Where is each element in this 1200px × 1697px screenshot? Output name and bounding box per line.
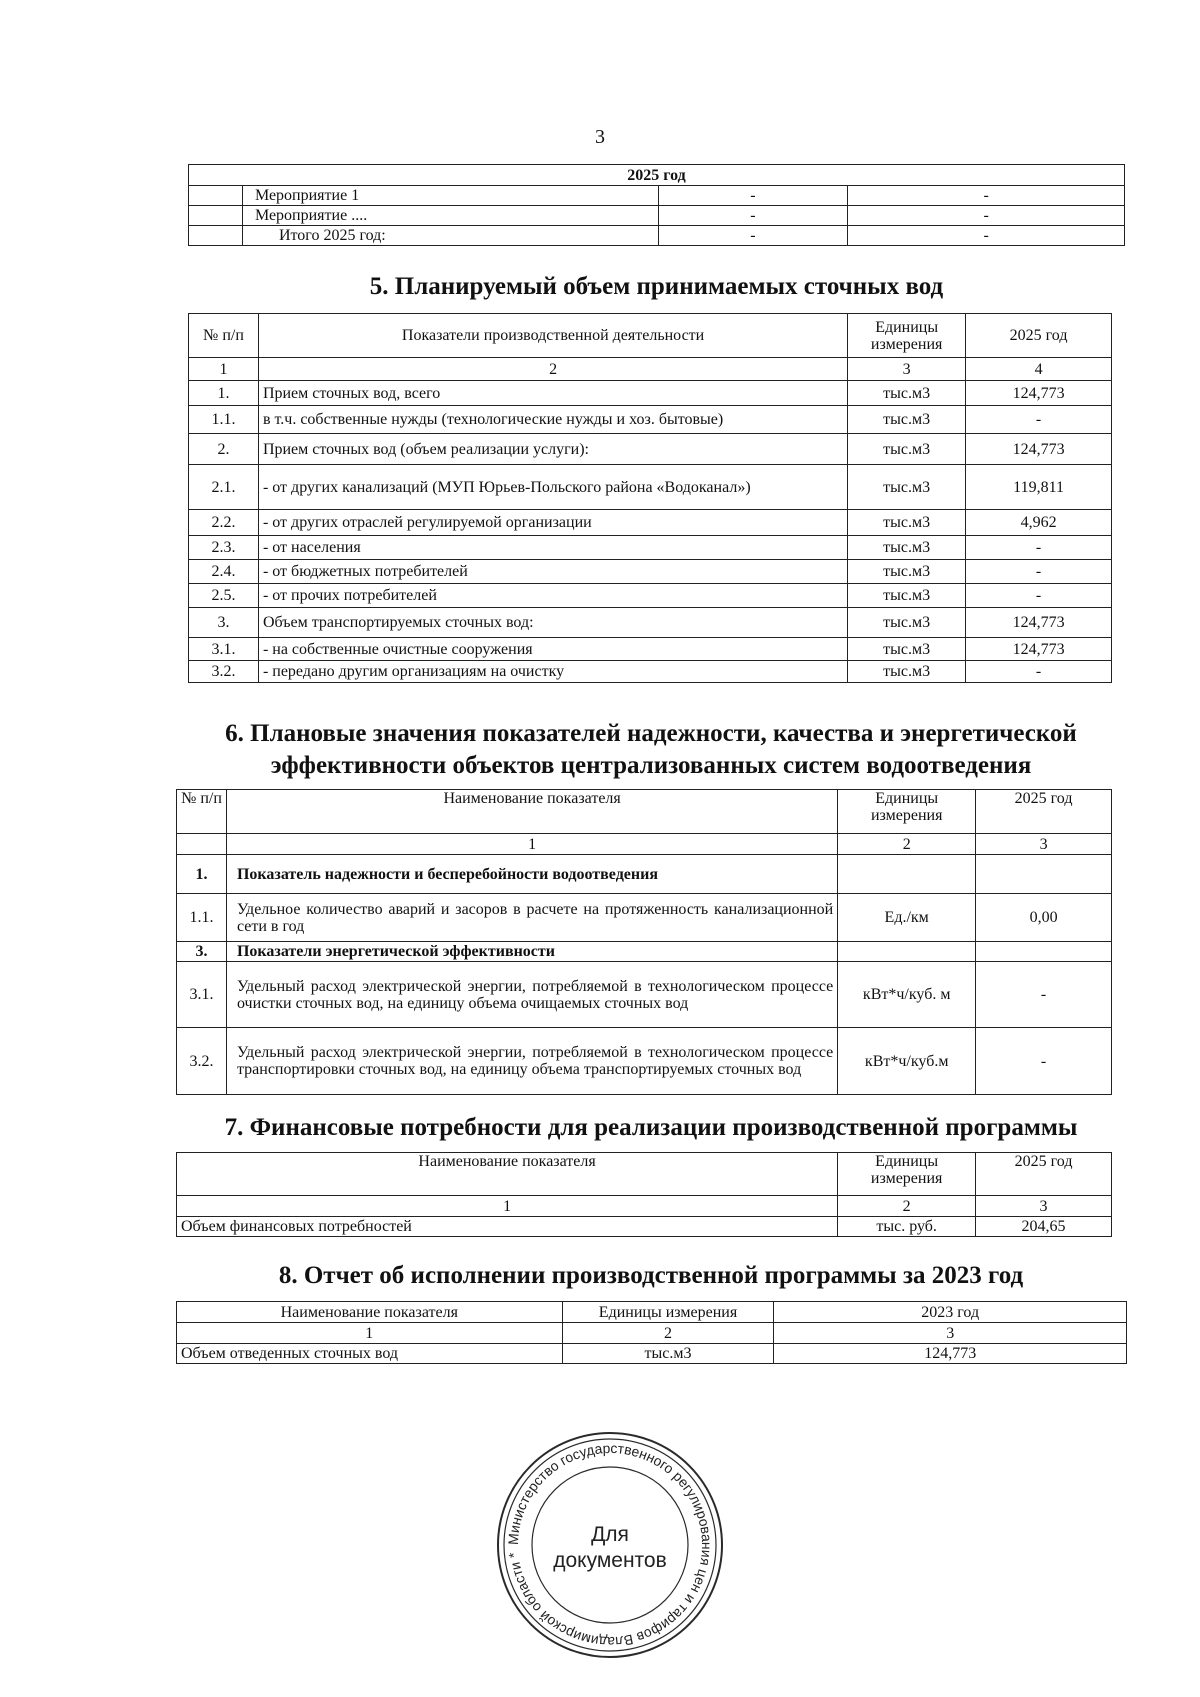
row-unit: [838, 855, 976, 894]
row-num: 1.: [189, 381, 259, 406]
header-unit: Единицы измерения: [838, 1153, 976, 1196]
row-name: Прием сточных вод (объем реализации услуги):: [258, 434, 847, 465]
row-name: Объем транспортируемых сточных вод:: [258, 608, 847, 638]
official-stamp: [494, 1429, 726, 1661]
table-row: [189, 206, 1125, 226]
section7-table: [176, 1152, 1112, 1237]
row-num: 3.2.: [189, 661, 259, 683]
col-number: 3: [774, 1323, 1127, 1344]
section7-title: 7. Финансовые потребности для реализации производственной программы: [224, 1114, 1078, 1141]
table-row: [189, 584, 1112, 608]
top-table-year-header: 2025 год: [189, 165, 1125, 186]
row-num: 1.: [177, 855, 227, 894]
header-unit: Единицы измерения: [838, 790, 976, 834]
header-indicator: Показатели производственной деятельности: [258, 314, 847, 358]
cell-value: -: [848, 226, 1125, 246]
row-value: -: [966, 584, 1112, 608]
row-name: Итого 2025 год:: [242, 226, 658, 246]
row-unit: кВт*ч/куб. м: [838, 962, 976, 1028]
row-unit: Ед./км: [838, 894, 976, 942]
row-name: Объем финансовых потребностей: [177, 1217, 838, 1237]
col-number: 3: [848, 358, 966, 381]
row-value: -: [966, 560, 1112, 584]
table-row: [177, 1217, 1112, 1237]
col-number: 1: [226, 834, 837, 855]
row-value: -: [966, 661, 1112, 683]
row-name: Показатели энергетической эффективности: [226, 942, 837, 962]
row-name: - от бюджетных потребителей: [258, 560, 847, 584]
row-num: 1.1.: [177, 894, 227, 942]
table-row: [189, 536, 1112, 560]
section5-table: [188, 313, 1112, 683]
section8-title: 8. Отчет об исполнении производственной программы за 2023 год: [278, 1262, 1024, 1289]
stamp-center-line2: документов: [553, 1549, 667, 1572]
table-row: [177, 1028, 1112, 1095]
row-unit: кВт*ч/куб.м: [838, 1028, 976, 1095]
row-value: -: [976, 1028, 1112, 1095]
section8-table: [176, 1301, 1127, 1364]
row-num: 3.2.: [177, 1028, 227, 1095]
header-indicator: Наименование показателя: [177, 1153, 838, 1196]
row-num: 2.: [189, 434, 259, 465]
section5-title: 5. Планируемый объем принимаемых сточных вод: [369, 273, 944, 300]
cell-value: -: [658, 206, 848, 226]
header-year: 2025 год: [976, 790, 1112, 834]
row-name: Удельное количество аварий и засоров в расчете на протяженность канализационной сети в год: [226, 894, 837, 942]
table-row: [177, 942, 1112, 962]
section6-title-line1: 6. Плановые значения показателей надежности, качества и энергетической: [225, 720, 1077, 747]
row-name: - передано другим организациям на очистку: [258, 661, 847, 683]
col-number: 3: [976, 1196, 1112, 1217]
row-unit: тыс.м3: [848, 584, 966, 608]
header-year: 2025 год: [966, 314, 1112, 358]
col-number: 2: [562, 1323, 774, 1344]
cell-value: -: [848, 206, 1125, 226]
table-row: [189, 406, 1112, 434]
row-value: 124,773: [966, 434, 1112, 465]
section6-table: [176, 789, 1112, 1095]
row-value: -: [966, 536, 1112, 560]
header-unit: Единицы измерения: [562, 1302, 774, 1323]
row-num: 2.2.: [189, 510, 259, 536]
row-value: 124,773: [966, 638, 1112, 661]
col-number: 2: [258, 358, 847, 381]
table-row: [189, 560, 1112, 584]
row-name: - на собственные очистные сооружения: [258, 638, 847, 661]
row-value: 0,00: [976, 894, 1112, 942]
row-unit: тыс.м3: [848, 536, 966, 560]
stamp-center-line1: Для: [591, 1523, 629, 1546]
table-row: [189, 510, 1112, 536]
row-unit: тыс.м3: [848, 661, 966, 683]
row-value: [976, 855, 1112, 894]
table-row: [189, 638, 1112, 661]
row-num: 2.1.: [189, 465, 259, 510]
header-num: № п/п: [177, 790, 227, 834]
row-num: 2.5.: [189, 584, 259, 608]
table-row: [189, 608, 1112, 638]
row-name: Прием сточных вод, всего: [258, 381, 847, 406]
header-indicator: Наименование показателя: [226, 790, 837, 834]
row-name: Мероприятие 1: [242, 186, 658, 206]
row-num: 3.: [189, 608, 259, 638]
stamp-ring-text: Министерство государственного регулирования цен и тарифов Владимирской области *: [504, 1439, 716, 1651]
row-name: - от прочих потребителей: [258, 584, 847, 608]
row-num: 3.: [177, 942, 227, 962]
table-row: [177, 962, 1112, 1028]
header-num: № п/п: [189, 314, 259, 358]
row-value: 4,962: [966, 510, 1112, 536]
row-unit: тыс.м3: [848, 560, 966, 584]
row-value: [976, 942, 1112, 962]
row-value: -: [976, 962, 1112, 1028]
row-num: 2.3.: [189, 536, 259, 560]
top-table: [188, 164, 1125, 246]
col-number: 1: [177, 1196, 838, 1217]
header-year: 2023 год: [774, 1302, 1127, 1323]
row-unit: тыс. руб.: [838, 1217, 976, 1237]
row-unit: тыс.м3: [562, 1344, 774, 1364]
row-value: 124,773: [966, 608, 1112, 638]
table-row: [189, 381, 1112, 406]
row-value: 204,65: [976, 1217, 1112, 1237]
row-name: - от других отраслей регулируемой организации: [258, 510, 847, 536]
row-value: -: [966, 406, 1112, 434]
row-num: 3.1.: [189, 638, 259, 661]
col-number: 2: [838, 1196, 976, 1217]
stamp-seal-icon: [494, 1429, 726, 1661]
table-row: [189, 226, 1125, 246]
table-row: [189, 186, 1125, 206]
row-name: Мероприятие ....: [242, 206, 658, 226]
row-unit: тыс.м3: [848, 608, 966, 638]
col-number: 4: [966, 358, 1112, 381]
row-unit: тыс.м3: [848, 381, 966, 406]
col-number: 2: [838, 834, 976, 855]
header-year: 2025 год: [976, 1153, 1112, 1196]
row-name: - от других канализаций (МУП Юрьев-Польского района «Водоканал»): [258, 465, 847, 510]
cell-value: -: [658, 226, 848, 246]
row-unit: тыс.м3: [848, 465, 966, 510]
row-name: Объем отведенных сточных вод: [177, 1344, 563, 1364]
section6-title-line2: эффективности объектов централизованных систем водоотведения: [270, 752, 1032, 779]
header-indicator: Наименование показателя: [177, 1302, 563, 1323]
row-name: - от населения: [258, 536, 847, 560]
row-unit: [838, 942, 976, 962]
cell-value: -: [658, 186, 848, 206]
row-name: Удельный расход электрической энергии, потребляемой в технологическом процессе очистки сточных вод, на единицу объема очищаемых сточных вод: [226, 962, 837, 1028]
table-row: [189, 661, 1112, 683]
table-row: [189, 465, 1112, 510]
row-value: 124,773: [774, 1344, 1127, 1364]
row-unit: тыс.м3: [848, 434, 966, 465]
col-number: 3: [976, 834, 1112, 855]
row-num: 2.4.: [189, 560, 259, 584]
table-row: [177, 894, 1112, 942]
table-row: [189, 434, 1112, 465]
col-number: 1: [177, 1323, 563, 1344]
row-unit: тыс.м3: [848, 510, 966, 536]
header-unit: Единицы измерения: [848, 314, 966, 358]
table-row: [177, 1344, 1127, 1364]
row-num: 3.1.: [177, 962, 227, 1028]
row-name: Показатель надежности и бесперебойности водоотведения: [226, 855, 837, 894]
row-unit: тыс.м3: [848, 406, 966, 434]
row-value: 124,773: [966, 381, 1112, 406]
row-name: Удельный расход электрической энергии, потребляемой в технологическом процессе транспортировки сточных вод, на единицу объема транспортируемых сточных вод: [226, 1028, 837, 1095]
row-unit: тыс.м3: [848, 638, 966, 661]
table-row: [177, 855, 1112, 894]
row-name: в т.ч. собственные нужды (технологические нужды и хоз. бытовые): [258, 406, 847, 434]
row-num: 1.1.: [189, 406, 259, 434]
page-number: 3: [595, 126, 605, 148]
row-value: 119,811: [966, 465, 1112, 510]
cell-value: -: [848, 186, 1125, 206]
col-number: 1: [189, 358, 259, 381]
